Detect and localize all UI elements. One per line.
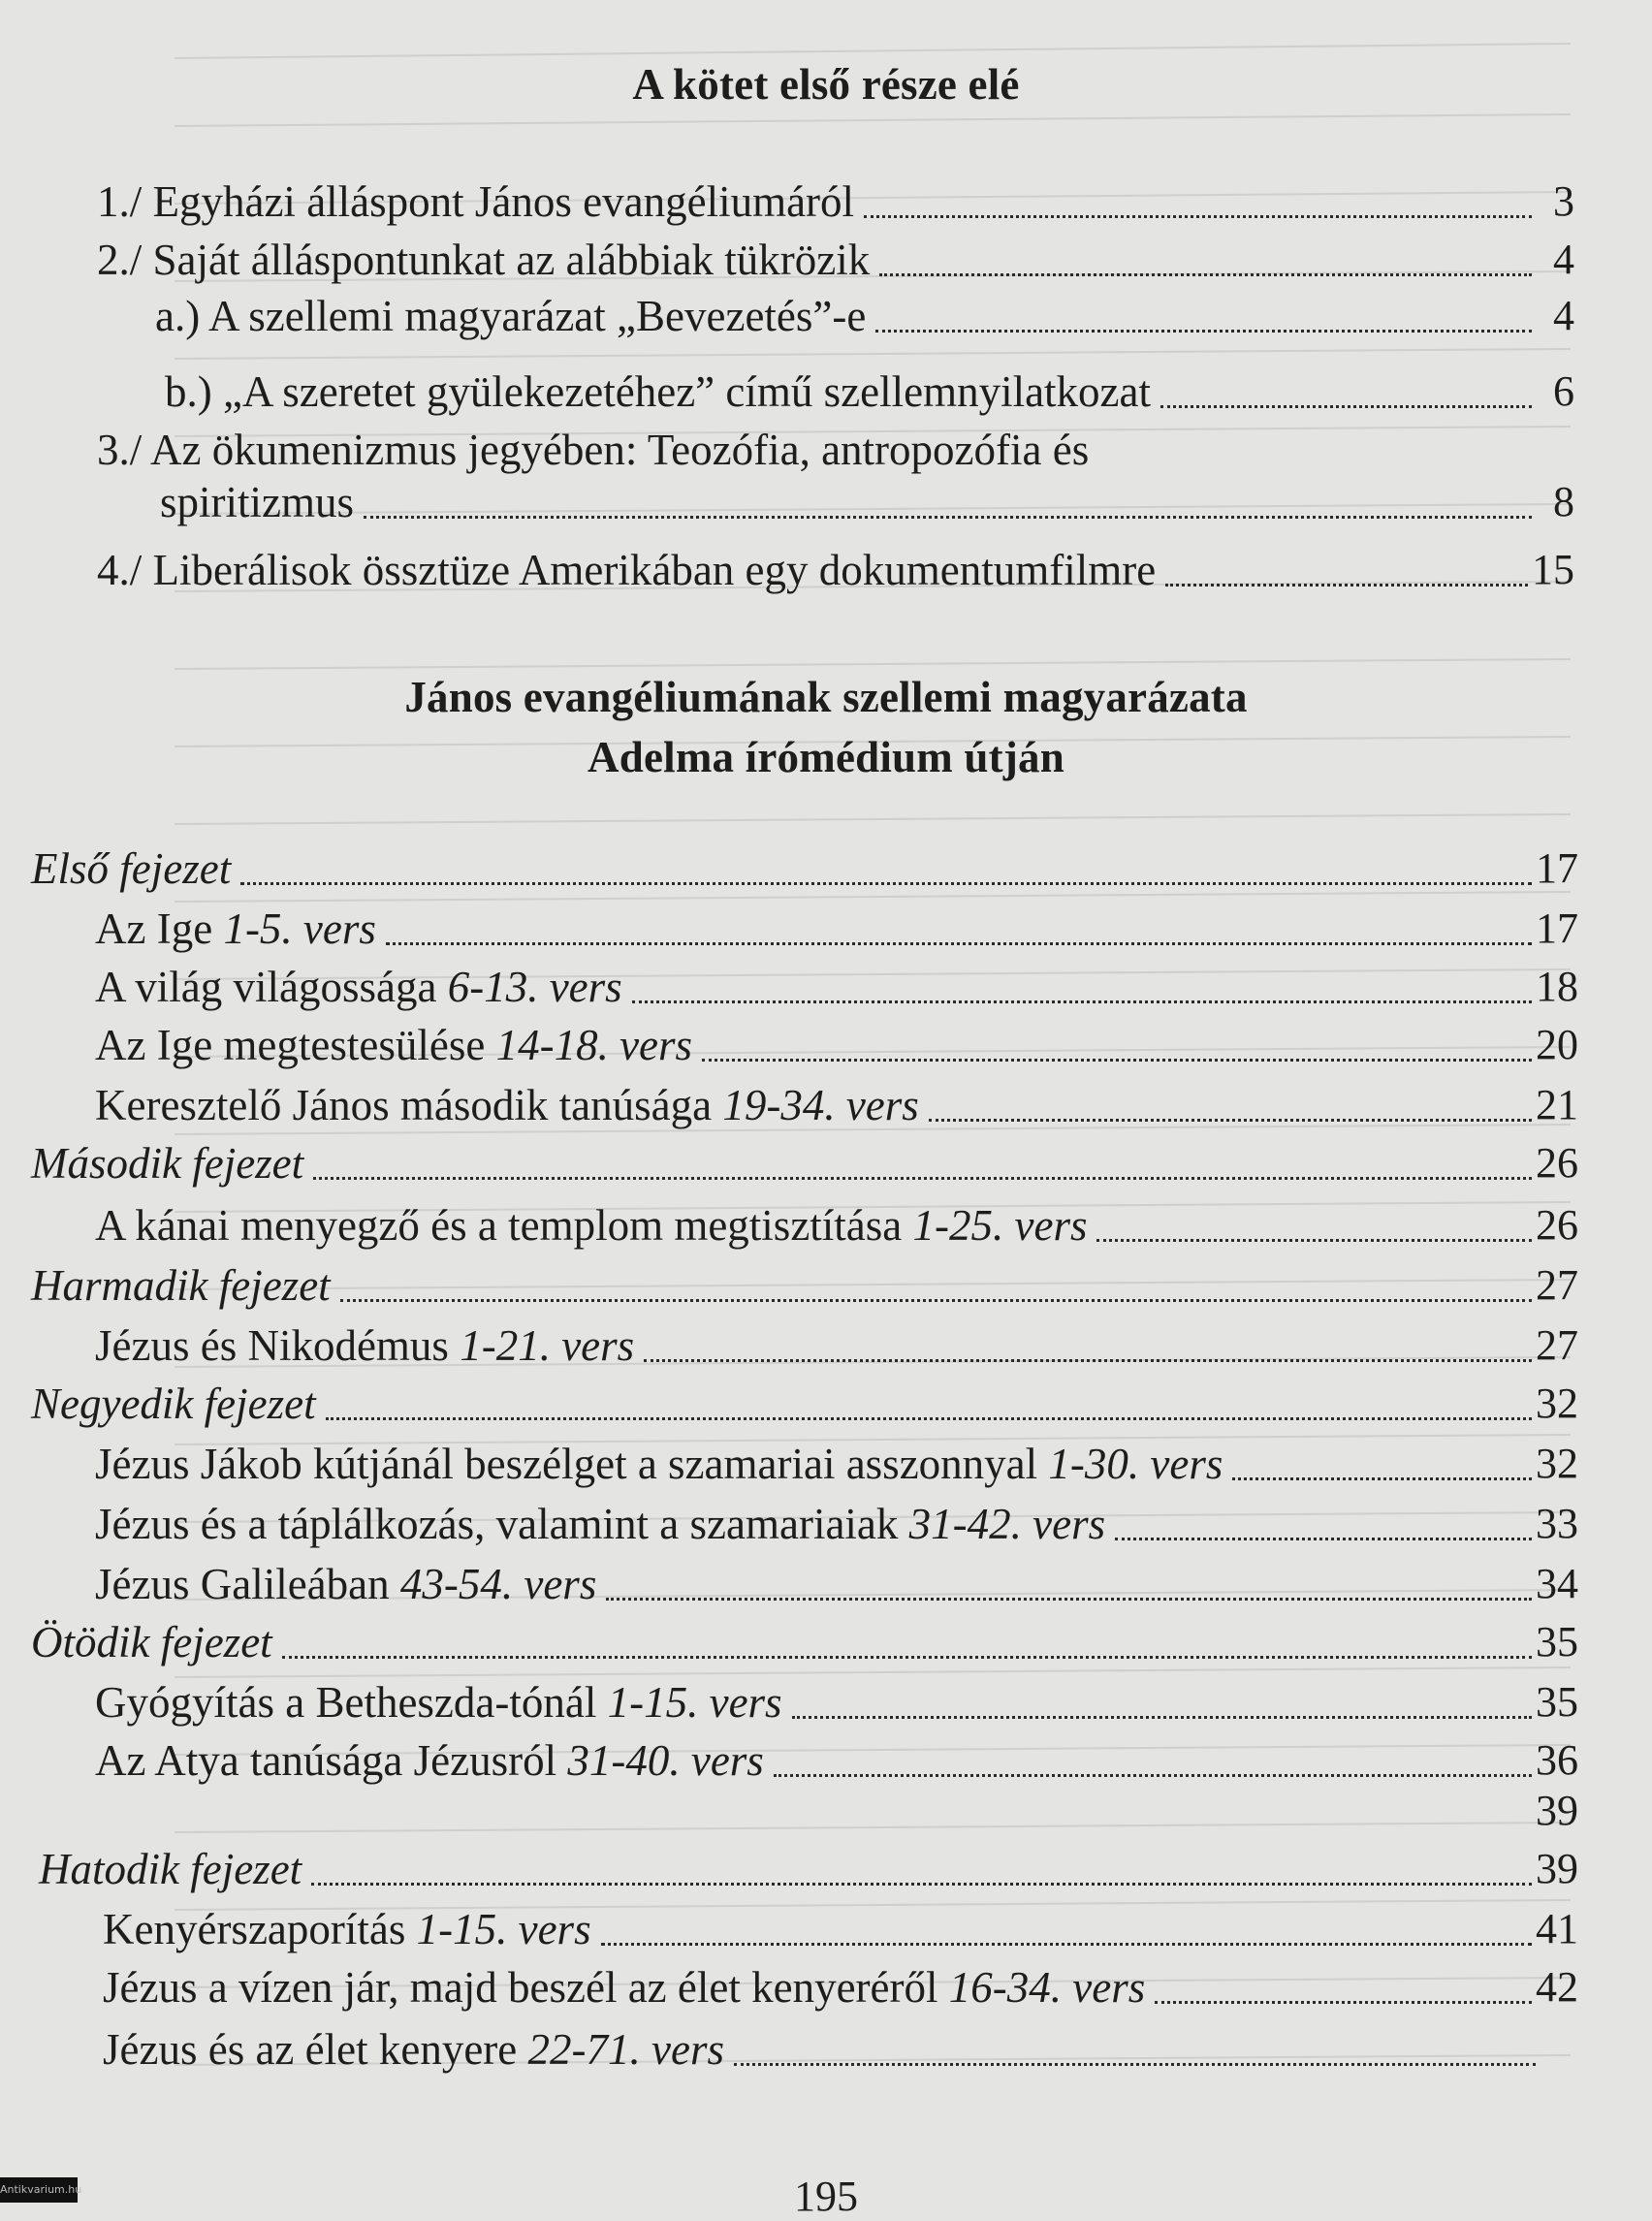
section2-title-line2: Adelma írómédium útján [588,733,1064,781]
page-ref: 8 [1553,478,1574,525]
toc-entry: 4./ Liberálisok össztüze Amerikában egy dokumentumfilmre 15 [97,543,1574,597]
page-ref: 27 [1536,1321,1578,1369]
page-ref: 41 [1536,1905,1578,1952]
page-ref: 36 [1536,1736,1578,1784]
toc-entry: 1./ Egyházi álláspont János evangéliumáról 3 [97,175,1574,229]
chapter-entry: Harmadik fejezet 27 [31,1258,1578,1313]
page-number: 195 [794,2173,858,2220]
toc-entry: Jézus és a táplálkozás, valamint a szamariaiak 31-42. vers 33 [95,1497,1578,1551]
toc-entry: Az Ige megtestesülése 14-18. vers 20 [95,1018,1578,1072]
page-ref: 39 [1536,1845,1578,1892]
toc-entry: Jézus és az élet kenyere 22-71. vers [103,2022,1578,2077]
toc-entry-line1: 3./ Az ökumenizmus jegyében: Teozófia, antropozófia és [97,426,1090,474]
toc-entry: A világ világossága 6-13. vers 18 [95,960,1578,1014]
toc-entry-continuation: spiritizmus 8 [160,475,1574,529]
chapter-entry: Első fejezet 17 [31,841,1578,896]
page-ref: 26 [1536,1201,1578,1249]
page-ref: 21 [1536,1081,1578,1128]
toc-entry: Jézus és Nikodémus 1-21. vers 27 [95,1318,1578,1373]
page-ref: 27 [1536,1261,1578,1309]
toc-entry: Jézus a vízen jár, majd beszél az élet kenyeréről 16-34. vers 42 [103,1960,1578,2015]
page-ref: 17 [1536,904,1578,952]
page-ref: 35 [1536,1618,1578,1666]
toc-entry: A kánai menyegző és a templom megtisztítása 1-25. vers 26 [95,1198,1578,1253]
chapter-entry: Ötödik fejezet 35 [31,1615,1578,1669]
page-ref: 15 [1532,546,1574,593]
section2-title-line1: János evangéliumának szellemi magyarázata [404,673,1248,721]
chapter-entry: Hatodik fejezet 39 [39,1842,1578,1896]
page-ref: 20 [1536,1021,1578,1068]
page-ref: 4 [1553,236,1574,283]
toc-entry: Jézus Jákob kútjánál beszélget a szamariai asszonnyal 1-30. vers 32 [95,1437,1578,1491]
toc-entry: 2./ Saját álláspontunkat az alábbiak tükrözik 4 [97,233,1574,287]
watermark: Antikvarium.hu [0,2177,78,2203]
page-ref: 42 [1536,1963,1578,2011]
page-ref: 6 [1553,367,1574,415]
chapter-entry: Negyedik fejezet 32 [31,1377,1578,1431]
page-ref: 39 [1536,1787,1578,1834]
page-ref: 33 [1536,1500,1578,1547]
page-ref: 34 [1536,1560,1578,1607]
page-ref: 17 [1536,844,1578,892]
toc-entry: Keresztelő János második tanúsága 19-34. vers 21 [95,1078,1578,1132]
page-ref-only [1454,1784,1578,1838]
page-ref: 3 [1553,177,1574,225]
toc-entry: Kenyérszaporítás 1-15. vers 41 [103,1902,1578,1956]
page-ref: 35 [1536,1678,1578,1726]
toc-entry: Az Ige 1-5. vers 17 [95,902,1578,956]
page-ref: 4 [1553,292,1574,339]
page-ref: 26 [1536,1139,1578,1187]
toc-entry: Gyógyítás a Betheszda-tónál 1-15. vers 35 [95,1675,1578,1729]
toc-entry: b.) „A szeretet gyülekezetéhez” című szellemnyilatkozat 6 [165,365,1574,419]
chapter-entry: Második fejezet 26 [31,1136,1578,1190]
toc-entry: a.) A szellemi magyarázat „Bevezetés”-e 4 [155,289,1574,343]
toc-entry: Jézus Galileában 43-54. vers 34 [95,1557,1578,1611]
toc-entry: Az Atya tanúsága Jézusról 31-40. vers 36 [95,1733,1578,1788]
page-ref: 32 [1536,1440,1578,1487]
page-ref: 18 [1536,963,1578,1010]
page-ref: 32 [1536,1380,1578,1427]
section1-title: A kötet első része elé [632,60,1020,109]
